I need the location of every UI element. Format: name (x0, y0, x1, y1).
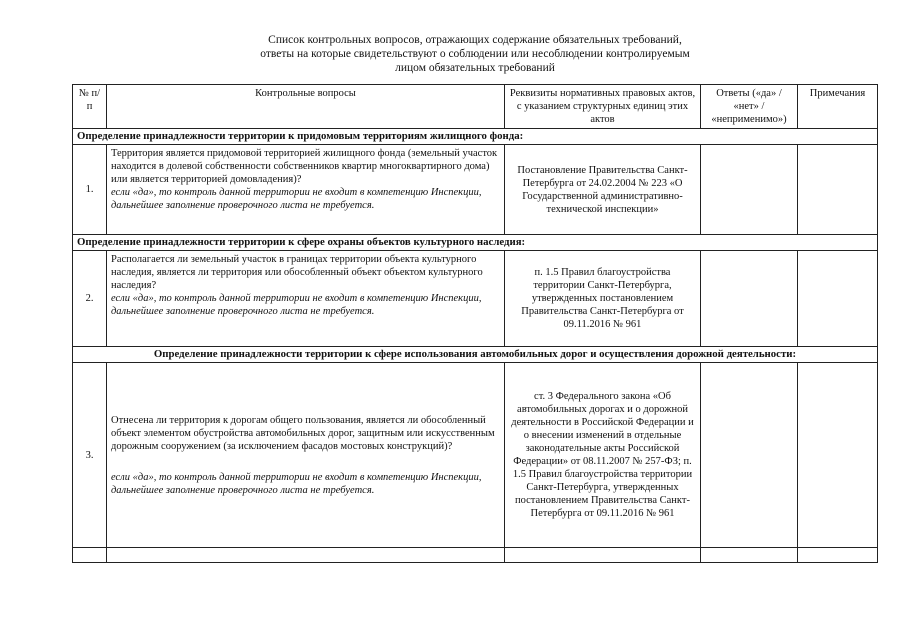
question-note: если «да», то контроль данной территории не входит в компетенцию Инспекции, дальнейшее заполнение проверочного листа не требуется. (111, 293, 482, 317)
answer-cell[interactable] (701, 251, 798, 347)
title-line: ответы на которые свидетельствуют о соблюдении или несоблюдении контролируемым (260, 48, 690, 60)
section-heading: Определение принадлежности территории к придомовым территориям жилищного фонда: (73, 129, 878, 145)
section-heading-row (73, 347, 878, 363)
empty-cell (701, 548, 798, 563)
table-row (73, 251, 878, 347)
row-number: 2. (73, 251, 107, 347)
section-heading: Определение принадлежности территории к сфере использования автомобильных дорог и осуществления дорожной деятельности: (73, 347, 878, 363)
header-answers: Ответы («да» / «нет» / «неприменимо») (701, 85, 798, 129)
ref-cell: Постановление Правительства Санкт-Петербурга от 24.02.2004 № 223 «О Государственной административно-технической инспекции» (505, 145, 701, 235)
answer-cell[interactable] (701, 363, 798, 548)
question-note: если «да», то контроль данной территории не входит в компетенцию Инспекции, дальнейшее заполнение проверочного листа не требуется. (111, 187, 482, 211)
section-heading-row (73, 129, 878, 145)
answer-cell[interactable] (701, 145, 798, 235)
question-cell (107, 251, 505, 347)
section-heading-row (73, 235, 878, 251)
question-cell (107, 363, 505, 548)
question-text: Располагается ли земельный участок в границах территории объекта культурного наследия, является ли территория или обособленный объект объектом культурного наследия? (111, 254, 483, 291)
section-heading: Определение принадлежности территории к сфере охраны объектов культурного наследия: (73, 235, 878, 251)
question-text: Отнесена ли территория к дорогам общего пользования, является ли обособленный объект элементом обустройства автомобильных дорог, защитным или искусственным дорожным сооружением (за исключением фасадов мостовых конструкций)? (111, 414, 495, 452)
title-line: Список контрольных вопросов, отражающих содержание обязательных требований, (268, 34, 682, 46)
header-ref: Реквизиты нормативных правовых актов, с указанием структурных единиц этих актов (505, 85, 701, 129)
row-number: 3. (73, 363, 107, 548)
table-row (73, 363, 878, 548)
question-note: если «да», то контроль данной территории не входит в компетенцию Инспекции, дальнейшее заполнение проверочного листа не требуется. (111, 471, 482, 496)
notes-cell[interactable] (798, 363, 878, 548)
empty-cell (798, 548, 878, 563)
empty-row (73, 548, 878, 563)
header-notes: Примечания (798, 85, 878, 129)
table-row (73, 145, 878, 235)
ref-cell: п. 1.5 Правил благоустройства территории Санкт-Петербурга, утвержденных постановлением Правительства Санкт-Петербурга от 09.11.2016 № 961 (505, 251, 701, 347)
question-cell (107, 145, 505, 235)
table-header-row (73, 85, 878, 129)
title-line: лицом обязательных требований (395, 62, 555, 74)
notes-cell[interactable] (798, 145, 878, 235)
header-question: Контрольные вопросы (107, 85, 505, 129)
empty-cell (73, 548, 107, 563)
checklist-table (72, 84, 878, 563)
header-num: № п/п (73, 85, 107, 129)
ref-cell: ст. 3 Федерального закона «Об автомобильных дорогах и о дорожной деятельности в Российской Федерации и о внесении изменений в отдельные законодательные акты Российской Федерации» от 08.11.2007 № 257-ФЗ; п. 1.5 Правил благоустройства территории Санкт-Петербурга, утвержденных постановлением Правительства Санкт-Петербурга от 09.11.2016 № 961 (505, 363, 701, 548)
notes-cell[interactable] (798, 251, 878, 347)
document-title (170, 33, 780, 75)
row-number: 1. (73, 145, 107, 235)
question-text: Территория является придомовой территорией жилищного фонда (земельный участок находится в долевой собственности собственников квартир многоквартирного дома) или является территорией домовладения)? (111, 148, 498, 185)
empty-cell (107, 548, 505, 563)
empty-cell (505, 548, 701, 563)
